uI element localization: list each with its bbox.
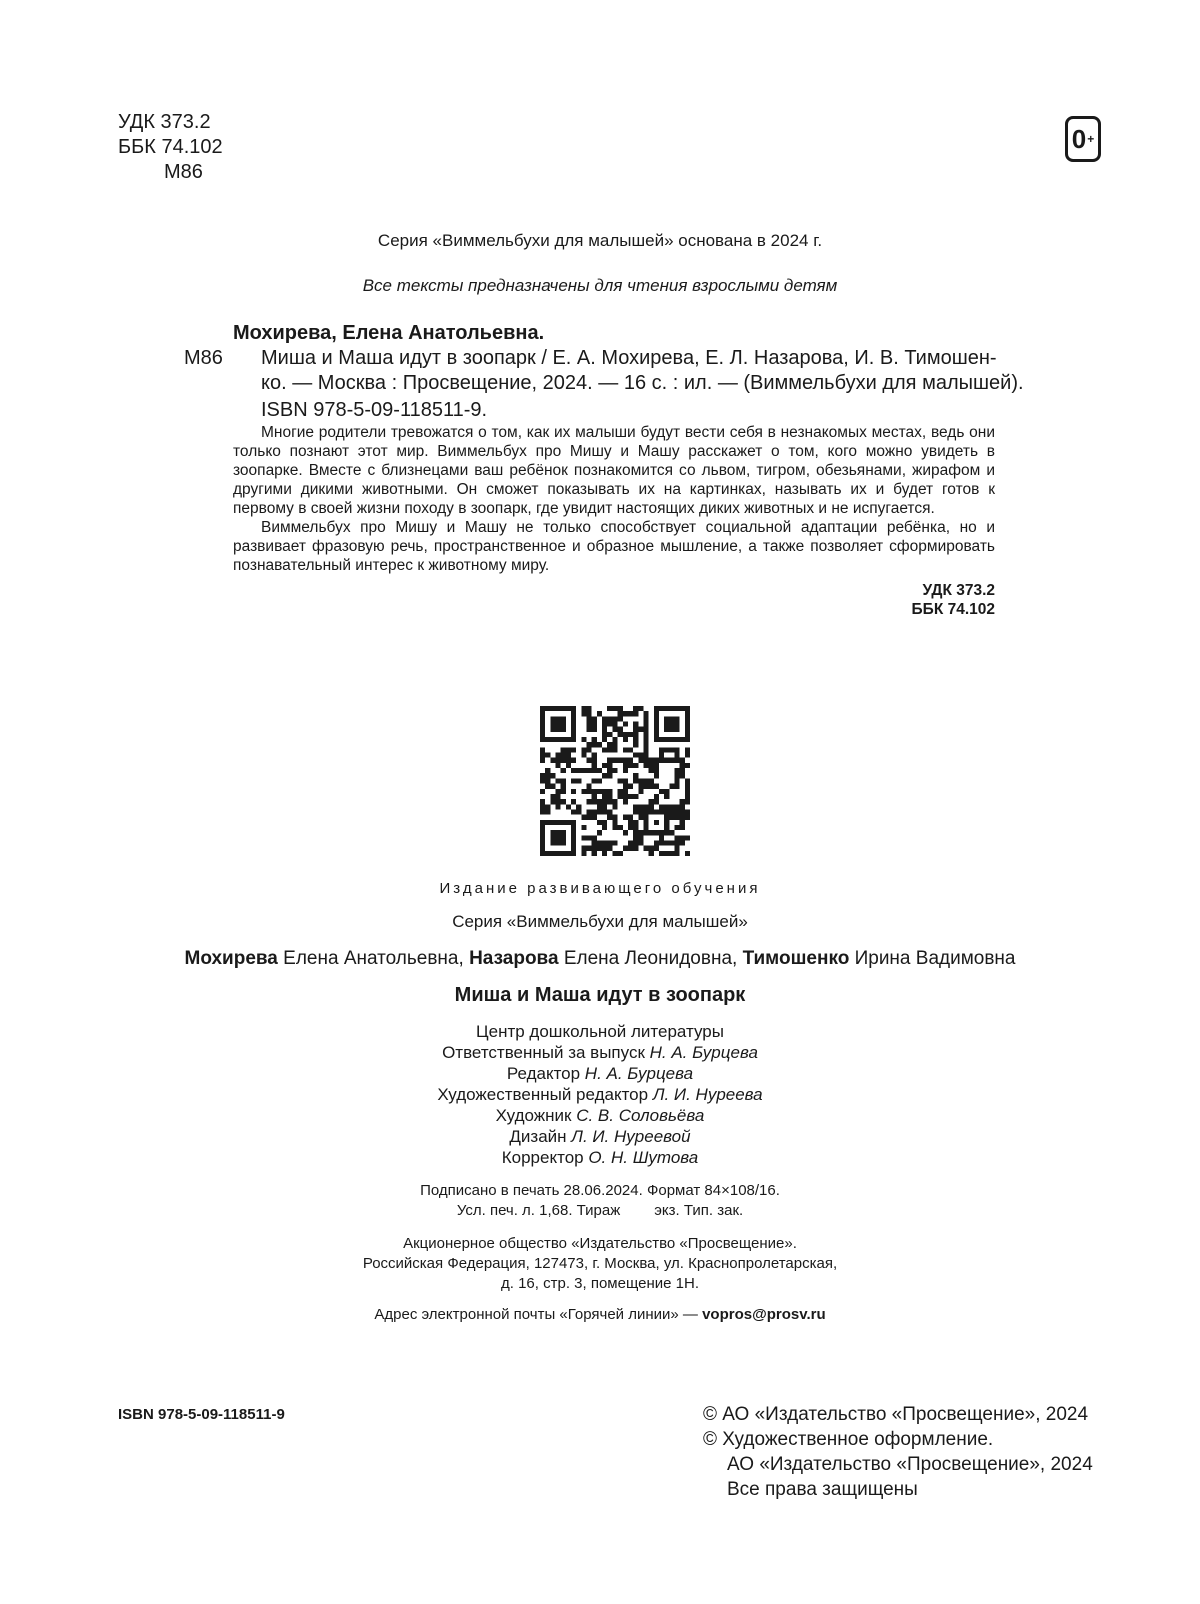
book-title: Миша и Маша идут в зоопарк xyxy=(454,984,746,1006)
credit-artist-name: С. В. Соловьёва xyxy=(576,1106,705,1125)
udk-code-bottom: УДК 373.2 xyxy=(922,582,995,599)
credits xyxy=(0,1021,1200,1168)
series-founded-note: Серия «Виммельбухи для малышей» основана в 2024 г. xyxy=(377,231,823,250)
author-1-name: Елена Анатольевна, xyxy=(277,948,470,969)
annotation-paragraph-1: Многие родители тревожатся о том, как их малыши будут вести себя в незнакомых местах, ведь они только познают этот мир. Виммельбух про Мишу и Машу расскажет о том, кого можно увидеть в зоопарке. Вместе с близнецами ваш ребёнок познакомится со львом, тигром, обезьянами, жирафом и другими дикими животными. Он сможет показывать их на картинках, называть их и будет готов к первому в своей жизни походу в зоопарк, где увидит настоящих диких животных и не испугается. xyxy=(233,424,995,517)
record-isbn: ISBN 978-5-09-118511-9. xyxy=(261,399,488,421)
credit-design-label: Дизайн xyxy=(509,1127,572,1146)
qr-code[interactable] xyxy=(540,706,690,856)
credit-artist xyxy=(0,1105,1200,1126)
credit-art-editor-label: Художественный редактор xyxy=(437,1085,653,1104)
hotline-email[interactable]: vopros@prosv.ru xyxy=(702,1306,826,1323)
author-2-surname: Назарова xyxy=(469,948,559,969)
copyright-line-4: Все права защищены xyxy=(727,1479,918,1500)
publisher-info xyxy=(0,1234,1200,1294)
credits-center: Центр дошкольной литературы xyxy=(476,1022,724,1041)
record-author: Мохирева, Елена Анатольевна. xyxy=(233,322,545,344)
publisher-line-1: Акционерное общество «Издательство «Просвещение». xyxy=(403,1235,797,1252)
credit-responsible xyxy=(0,1042,1200,1063)
credit-art-editor-name: Л. И. Нуреева xyxy=(652,1085,763,1104)
author-3-surname: Тимошенко xyxy=(742,948,850,969)
edition-type: Издание развивающего обучения xyxy=(439,880,761,897)
print-info-line-1: Подписано в печать 28.06.2024. Формат 84×108/16. xyxy=(420,1182,780,1199)
annotation-paragraph-2: Виммельбух про Мишу и Машу не только способствует социальной адаптации ребёнка, но и развивает фразовую речь, пространственное и образное мышление, а также позволяет сформировать познавательный интерес к животному миру. xyxy=(233,519,995,574)
publisher-line-2: Российская Федерация, 127473, г. Москва, ул. Краснопролетарская, xyxy=(362,1255,838,1272)
credit-editor-label: Редактор xyxy=(506,1064,585,1083)
copyright-line-1: © АО «Издательство «Просвещение», 2024 xyxy=(703,1404,1089,1425)
credit-design-name: Л. И. Нуреевой xyxy=(571,1127,691,1146)
record-line-1: Миша и Маша идут в зоопарк / Е. А. Мохирева, Е. Л. Назарова, И. В. Тимошен- xyxy=(261,347,997,369)
credit-responsible-name: Н. А. Бурцева xyxy=(649,1043,758,1062)
credit-proofreader-name: О. Н. Шутова xyxy=(588,1148,699,1167)
credit-proofreader xyxy=(0,1147,1200,1168)
bbk-code: ББК 74.102 xyxy=(118,136,223,158)
age-rating-plus: + xyxy=(1087,132,1095,146)
credit-responsible-label: Ответственный за выпуск xyxy=(442,1043,650,1062)
credit-proofreader-label: Корректор xyxy=(501,1148,589,1167)
udk-code: УДК 373.2 xyxy=(118,111,211,133)
copyright-line-2: © Художественное оформление. xyxy=(703,1429,994,1450)
credit-design xyxy=(0,1126,1200,1147)
age-rating-badge xyxy=(1065,116,1101,162)
annotation xyxy=(233,423,995,575)
print-info xyxy=(0,1181,1200,1221)
hotline xyxy=(0,1306,1200,1323)
author-mark: М86 xyxy=(164,161,203,183)
author-3-name: Ирина Вадимовна xyxy=(849,948,1016,969)
print-run-label: Усл. печ. л. 1,68. Тираж xyxy=(456,1202,621,1219)
series-name: Серия «Виммельбухи для малышей» xyxy=(452,912,748,931)
record-index: М86 xyxy=(184,347,223,369)
bbk-code-bottom: ББК 74.102 xyxy=(911,601,995,618)
copyright-block xyxy=(703,1402,1093,1502)
isbn-footer: ISBN 978-5-09-118511-9 xyxy=(118,1406,285,1423)
record-line-2: ко. — Москва : Просвещение, 2024. — 16 с. : ил. — (Виммельбухи для малышей). xyxy=(261,372,1024,394)
age-rating-value: 0 xyxy=(1071,123,1087,154)
credit-art-editor xyxy=(0,1084,1200,1105)
author-1-surname: Мохирева xyxy=(184,948,278,969)
reading-note: Все тексты предназначены для чтения взрослыми детям xyxy=(362,276,838,295)
author-2-name: Елена Леонидовна, xyxy=(558,948,743,969)
credit-artist-label: Художник xyxy=(495,1106,577,1125)
print-info-line-2 xyxy=(0,1201,1200,1221)
bottom-classification xyxy=(780,581,995,619)
credit-editor xyxy=(0,1063,1200,1084)
credit-editor-name: Н. А. Бурцева xyxy=(584,1064,694,1083)
print-order-label: экз. Тип. зак. xyxy=(654,1202,744,1219)
authors-line xyxy=(0,948,1200,970)
bibliographic-record xyxy=(184,321,1024,423)
hotline-label: Адрес электронной почты «Горячей линии» — xyxy=(374,1306,703,1323)
publisher-line-3: д. 16, стр. 3, помещение 1Н. xyxy=(501,1275,699,1292)
copyright-line-3: АО «Издательство «Просвещение», 2024 xyxy=(727,1454,1093,1475)
top-classification xyxy=(118,110,223,185)
